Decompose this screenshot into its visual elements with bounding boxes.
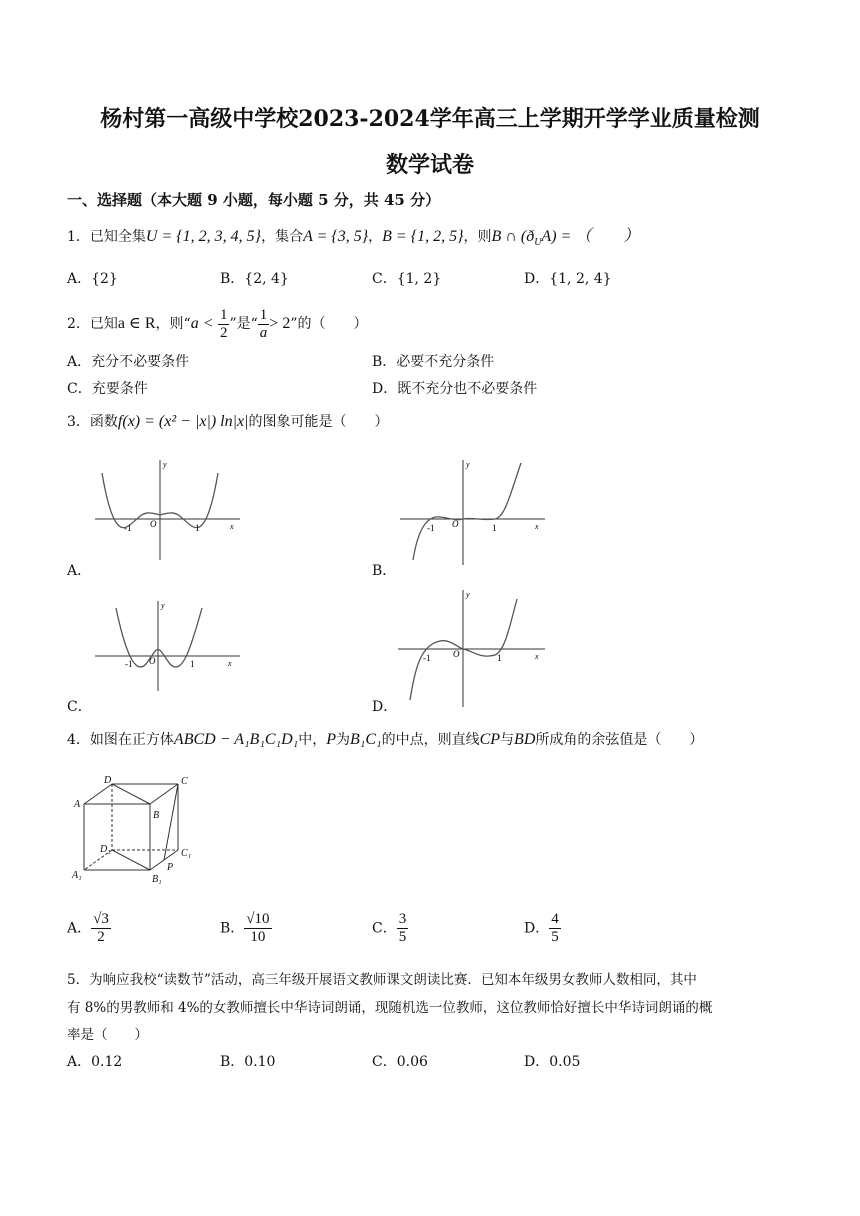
q2-option-b[interactable]: B．必要不充分条件 — [372, 354, 495, 370]
question-3 — [67, 411, 389, 431]
q4-option-b-frac: $\frac{√10}{10}$ — [246, 911, 270, 945]
q3-graph-c — [90, 596, 250, 696]
q3d-axis-x: x — [535, 652, 539, 661]
q1-set-b: B = {1, 2, 5} — [382, 228, 464, 245]
q4-mid3: 的中点，则直线 — [381, 732, 480, 748]
q4-mid4: 与 — [500, 732, 515, 748]
q3a-axis-y: y — [163, 460, 167, 469]
q3d-tick-pos: 1 — [497, 653, 502, 663]
q1-sub: U — [534, 236, 542, 248]
q3-func: f(x) = (x² − |x|) ln|x| — [117, 413, 249, 430]
q4-p: P — [326, 731, 337, 748]
label-a: A — [74, 799, 81, 810]
page-title: 杨村第一高级中学校2023-2024学年高三上学期开学学业质量检测 — [100, 106, 760, 132]
q3c-axis-y: y — [161, 601, 165, 610]
q2-option-d[interactable]: D．既不充分也不必要条件 — [372, 381, 538, 397]
q3a-tick-pos: 1 — [195, 523, 200, 533]
q5-option-d[interactable]: D．0.05 — [524, 1054, 581, 1070]
q4-option-d-label: D． — [524, 920, 550, 937]
q1-prefix: 1．已知全集 — [67, 229, 146, 245]
q3b-tick-neg: -1 — [427, 523, 435, 533]
q3-prefix: 3．函数 — [67, 414, 118, 430]
q2-half-fraction: $\frac{1}{2}$ — [219, 306, 228, 341]
q4-end: 所成角的余弦值是（ ） — [535, 732, 704, 748]
label-c1: C₁ — [181, 848, 192, 859]
q2-end: ”的（ ） — [290, 316, 368, 332]
q3-graph-a — [90, 455, 250, 565]
q3d-axis-y: y — [466, 590, 470, 599]
q2-a-lt: a < — [190, 315, 214, 332]
section-heading: 一、选择题（本大题 9 小题，每小题 5 分，共 45 分） — [67, 191, 441, 209]
page-subtitle: 数学试卷 — [385, 152, 474, 178]
q2-option-c[interactable]: C．充要条件 — [67, 381, 148, 397]
q2-option-a[interactable]: A．充分不必要条件 — [67, 354, 190, 370]
question-4 — [67, 729, 703, 749]
q3-option-c[interactable]: C． — [67, 699, 92, 715]
q3b-axis-x: x — [535, 522, 539, 531]
q3c-tick-pos: 1 — [190, 659, 195, 669]
question-2 — [67, 306, 368, 342]
q2-inverse-fraction: $\frac{1}{a}$ — [259, 306, 268, 341]
q4-option-c[interactable] — [372, 911, 408, 946]
q4-cp: CP — [479, 731, 501, 748]
q1-option-b[interactable]: B．{2, 4} — [220, 271, 289, 287]
q3-graph-b — [395, 455, 555, 570]
q4-edge: B₁C₁ — [350, 731, 382, 748]
q5-line-2: 有 8%的男教师和 4%的女教师擅长中华诗词朗诵，现随机选一位教师，这位教师恰好擅长中华诗词朗诵的概 — [67, 1000, 713, 1016]
label-d: D — [104, 775, 112, 786]
q3b-tick-pos: 1 — [492, 523, 497, 533]
q3d-tick-neg: -1 — [423, 653, 431, 663]
q5-line-1: 5．为响应我校“读数节”活动，高三年级开展语文教师课文朗读比赛．已知本年级男女教师人数相同，其中 — [67, 972, 697, 988]
q3d-origin: O — [453, 649, 460, 659]
q5-option-c[interactable]: C．0.06 — [372, 1054, 428, 1070]
q2-is: ”是“ — [229, 316, 258, 332]
q3-graph-d — [395, 585, 555, 710]
q1-set-a: A = {3, 5} — [303, 228, 369, 245]
q4-option-a-label: A． — [67, 920, 92, 937]
q3c-tick-neg: -1 — [125, 659, 133, 669]
q4-mid2: 为 — [336, 732, 351, 748]
q1-mid3: ，则 — [463, 229, 492, 245]
q4-option-d-frac: $\frac{4}{5}$ — [551, 911, 559, 945]
q4-cube-figure — [70, 772, 200, 887]
q4-prefix: 4．如图在正方体 — [67, 732, 174, 748]
q5-line-3: 率是（ ） — [67, 1027, 148, 1043]
label-a1: A₁ — [72, 870, 82, 881]
label-b: B — [153, 810, 160, 821]
q4-solid: ABCD − A₁B₁C₁D₁ — [173, 731, 299, 748]
q3-option-d[interactable]: D． — [372, 699, 398, 715]
q4-bd: BD — [514, 731, 536, 748]
q3b-origin: O — [452, 519, 459, 529]
q4-option-a[interactable] — [67, 911, 111, 946]
q2-mid: ，则“ — [155, 316, 191, 332]
q4-option-d[interactable] — [524, 911, 561, 946]
q1-expr: B ∩ (ð — [491, 228, 535, 245]
q3b-axis-y: y — [466, 460, 470, 469]
q1-option-d[interactable]: D．{1, 2, 4} — [524, 271, 612, 287]
q1-set-u: U = {1, 2, 3, 4, 5} — [145, 228, 262, 245]
q4-option-b[interactable] — [220, 911, 272, 946]
q2-prefix: 2．已知 — [67, 316, 118, 332]
q1-expr2: A) = （ ） — [541, 228, 640, 245]
q3-end: 的图象可能是（ ） — [248, 414, 389, 430]
q3-option-a[interactable]: A． — [67, 563, 92, 579]
q4-option-b-label: B． — [220, 920, 245, 937]
q4-option-c-label: C． — [372, 920, 397, 937]
label-b1: B₁ — [152, 874, 162, 885]
q2-cond: a ∈ R — [117, 315, 156, 332]
question-1 — [67, 223, 639, 248]
q3a-origin: O — [150, 519, 157, 529]
q5-option-b[interactable]: B．0.10 — [220, 1054, 276, 1070]
q3a-tick-neg: -1 — [124, 523, 132, 533]
label-p: P — [167, 862, 174, 873]
q1-option-c[interactable]: C．{1, 2} — [372, 271, 442, 287]
q1-mid1: ，集合 — [261, 229, 304, 245]
label-c: C — [181, 776, 188, 787]
q2-gt2: > 2 — [269, 315, 291, 332]
q3a-axis-x: x — [230, 522, 234, 531]
q3-option-b[interactable]: B． — [372, 563, 397, 579]
q1-option-a[interactable]: A．{2} — [67, 271, 118, 287]
q4-option-a-frac: $\frac{√3}{2}$ — [93, 911, 109, 945]
q4-option-c-frac: $\frac{3}{5}$ — [398, 911, 407, 945]
q4-mid1: 中， — [298, 732, 327, 748]
q5-option-a[interactable]: A．0.12 — [67, 1054, 123, 1070]
q3c-origin: O — [149, 656, 156, 666]
label-d1: D₁ — [100, 844, 111, 855]
q3c-axis-x: x — [228, 659, 232, 668]
q1-mid2: ， — [368, 229, 383, 245]
